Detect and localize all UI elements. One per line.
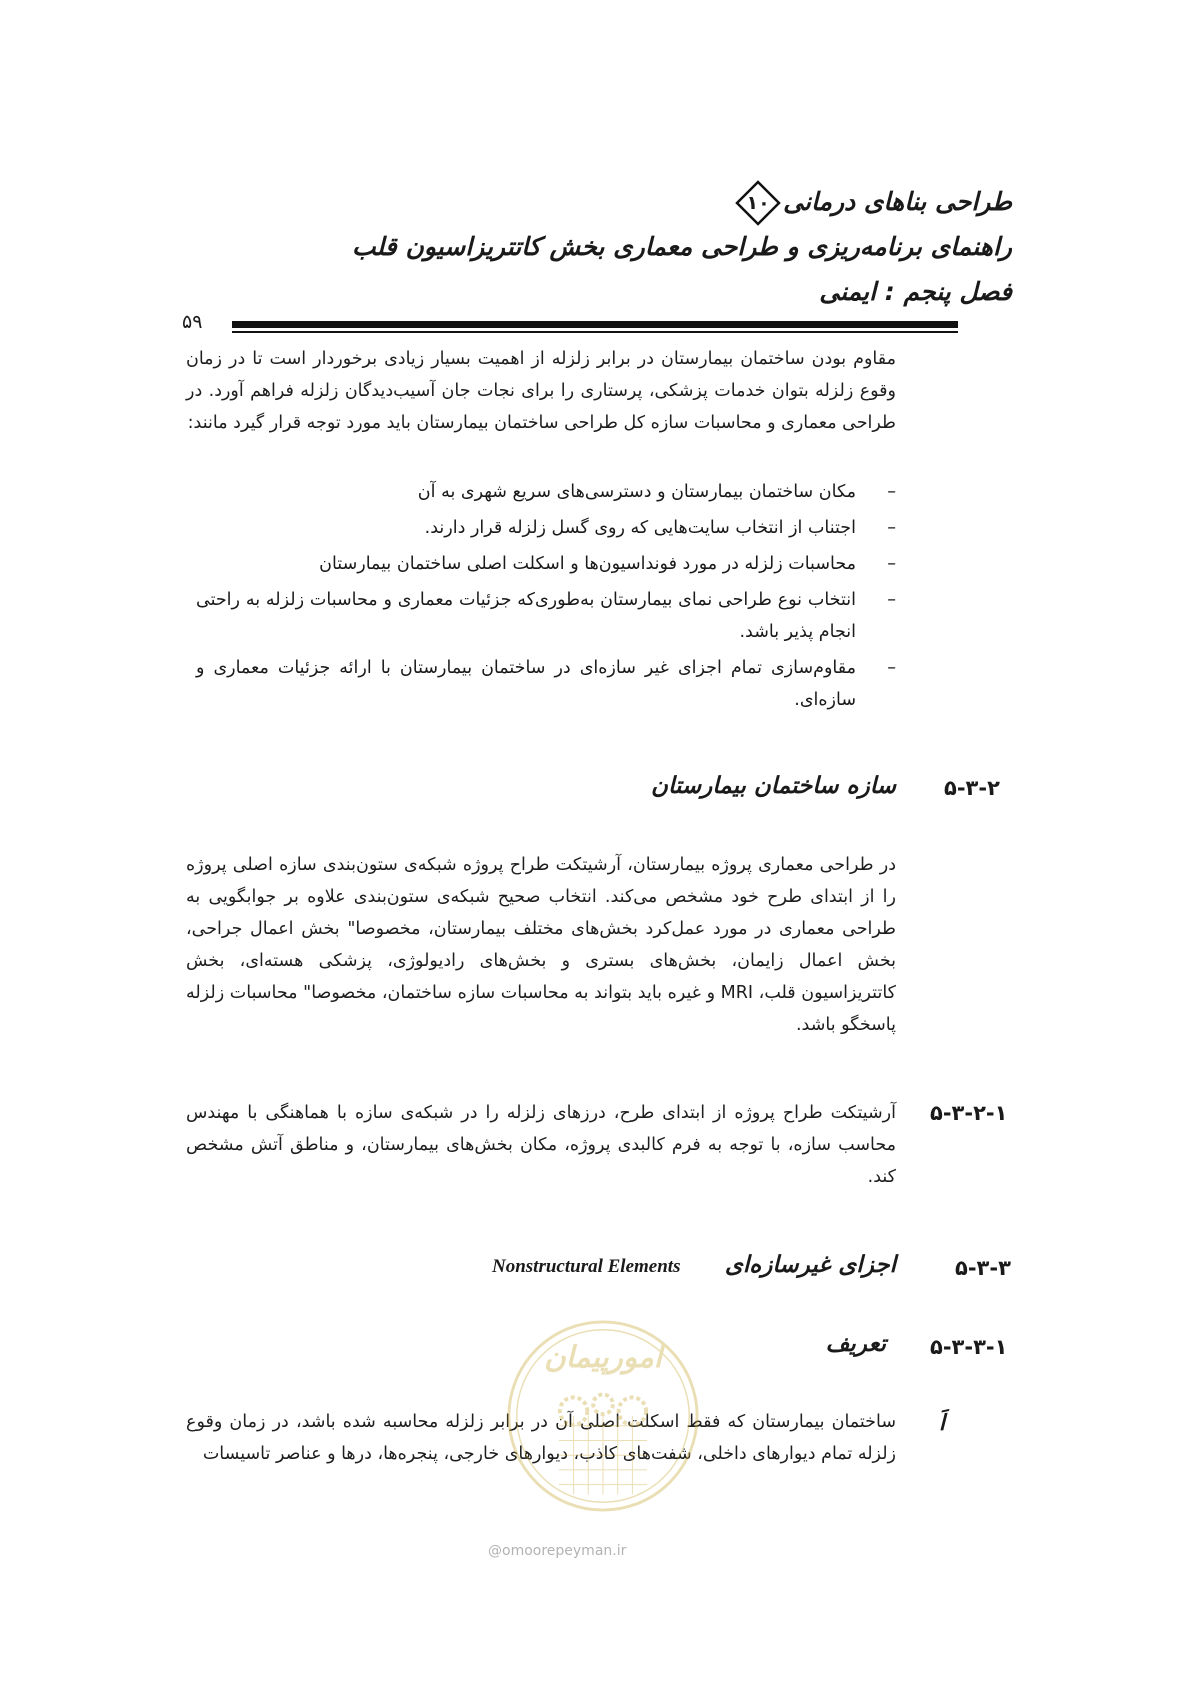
list-item-text: مقاوم‌سازی تمام اجزای غیر سازه‌ای در ساختمان بیمارستان با ارائه جزئیات معماری و سازه‌ای.: [196, 658, 856, 710]
dash-marker: –: [887, 658, 896, 678]
section-heading: اجزای غیرسازه‌ای: [724, 1252, 896, 1278]
intro-paragraph: مقاوم بودن ساختمان بیمارستان در برابر زلزله از اهمیت بسیار زیادی برخوردار است تا در زمان وقوع زلزله بتوان خدمات پزشکی، پرستاری را برای نجات جان آسیب‌دیدگان زلزله فراهم آورد. در طراحی معماری و محاسبات سازه کل طراحی ساختمان بیمارستان باید مورد توجه قرار گیرد مانند:: [186, 349, 896, 433]
dash-marker: –: [887, 518, 896, 538]
list-item: [196, 548, 896, 580]
subsection-number: ۵-۳-۲-۱: [930, 1101, 1008, 1125]
section-heading: سازه ساختمان بیمارستان: [651, 773, 896, 799]
list-item: [196, 652, 896, 716]
item-marker: اَ: [938, 1411, 945, 1436]
dash-marker: –: [887, 554, 896, 574]
section-heading-english: Nonstructural Elements: [492, 1256, 681, 1277]
header-rule-thin: [232, 331, 958, 333]
section-number: ۵-۳-۲: [944, 776, 1000, 800]
subsection-paragraph: آرشیتکت طراح پروژه از ابتدای طرح، درزهای زلزله را در شبکه‌ی سازه با هماهنگی با مهندس محاسب سازه، با توجه به فرم کالبدی پروژه، مکان بخش‌های بیمارستان، و مناطق آتش مشخص کند.: [186, 1103, 896, 1187]
definition-paragraph: ساختمان بیمارستان که فقط اسکلت اصلی آن در برابر زلزله محاسبه شده باشد، در زمان وقوع زلزله تمام دیوارهای داخلی، شفت‌های کاذب، دیوارهای خارجی، پنجره‌ها، درها و عناصر تاسیسات: [186, 1412, 896, 1464]
watermark-seal-text: امورپیمان: [544, 1340, 662, 1374]
book-subtitle: راهنمای برنامه‌ریزی و طراحی معماری بخش کاتتریزاسیون قلب: [351, 232, 1012, 261]
list-item: [196, 476, 896, 508]
dash-marker: –: [887, 590, 896, 610]
chapter-title: فصل پنجم : ایمنی: [819, 277, 1012, 306]
watermark-url: @omoorepeyman.ir: [488, 1543, 627, 1559]
subsection-number: ۵-۳-۳-۱: [930, 1335, 1008, 1359]
subsection-heading: تعریف: [825, 1331, 886, 1357]
intro-bullet-list: [196, 476, 896, 720]
section-paragraph: در طراحی معماری پروژه بیمارستان، آرشیتکت طراح پروژه شبکه‌ی ستون‌بندی سازه اصلی پروژه را از ابتدای طرح خود مشخص می‌کند. انتخاب صحیح شبکه‌ی ستون‌بندی علاوه بر جوابگویی به طراحی معماری در مورد عمل‌کرد بخش‌های مختلف بیمارستان، مخصوصا" بخش اعمال جراحی، بخش اعمال زایمان، بخش‌های بستری و بخش‌های رادیولوژی، پزشکی هسته‌ای، بخش کاتتریزاسیون قلب، MRI و غیره باید بتواند به محاسبات سازه ساختمان، مخصوصا" محاسبات زلزله پاسخگو باشد.: [186, 855, 896, 1035]
list-item-text: مکان ساختمان بیمارستان و دسترسی‌های سریع شهری به آن: [417, 482, 856, 502]
list-item: [196, 584, 896, 648]
list-item: [196, 512, 896, 544]
section-number: ۵-۳-۳: [955, 1256, 1011, 1280]
book-title-text: طراحی بناهای درمانی: [783, 187, 1012, 216]
header-rule-thick: [232, 321, 958, 328]
volume-number: ۱۰: [746, 192, 770, 214]
dash-marker: –: [887, 482, 896, 502]
volume-badge: [735, 180, 781, 226]
list-item-text: محاسبات زلزله در مورد فونداسیون‌ها و اسکلت اصلی ساختمان بیمارستان: [319, 554, 856, 574]
list-item-text: انتخاب نوع طراحی نمای بیمارستان به‌طوری‌که جزئیات معماری و محاسبات زلزله به راحتی انجام پذیر باشد.: [196, 590, 856, 642]
page-number: ۵۹: [182, 311, 203, 333]
list-item-text: اجتناب از انتخاب سایت‌هایی که روی گسل زلزله قرار دارند.: [424, 518, 856, 538]
book-title: [735, 180, 1012, 226]
watermark-seal-icon: [505, 1318, 701, 1514]
